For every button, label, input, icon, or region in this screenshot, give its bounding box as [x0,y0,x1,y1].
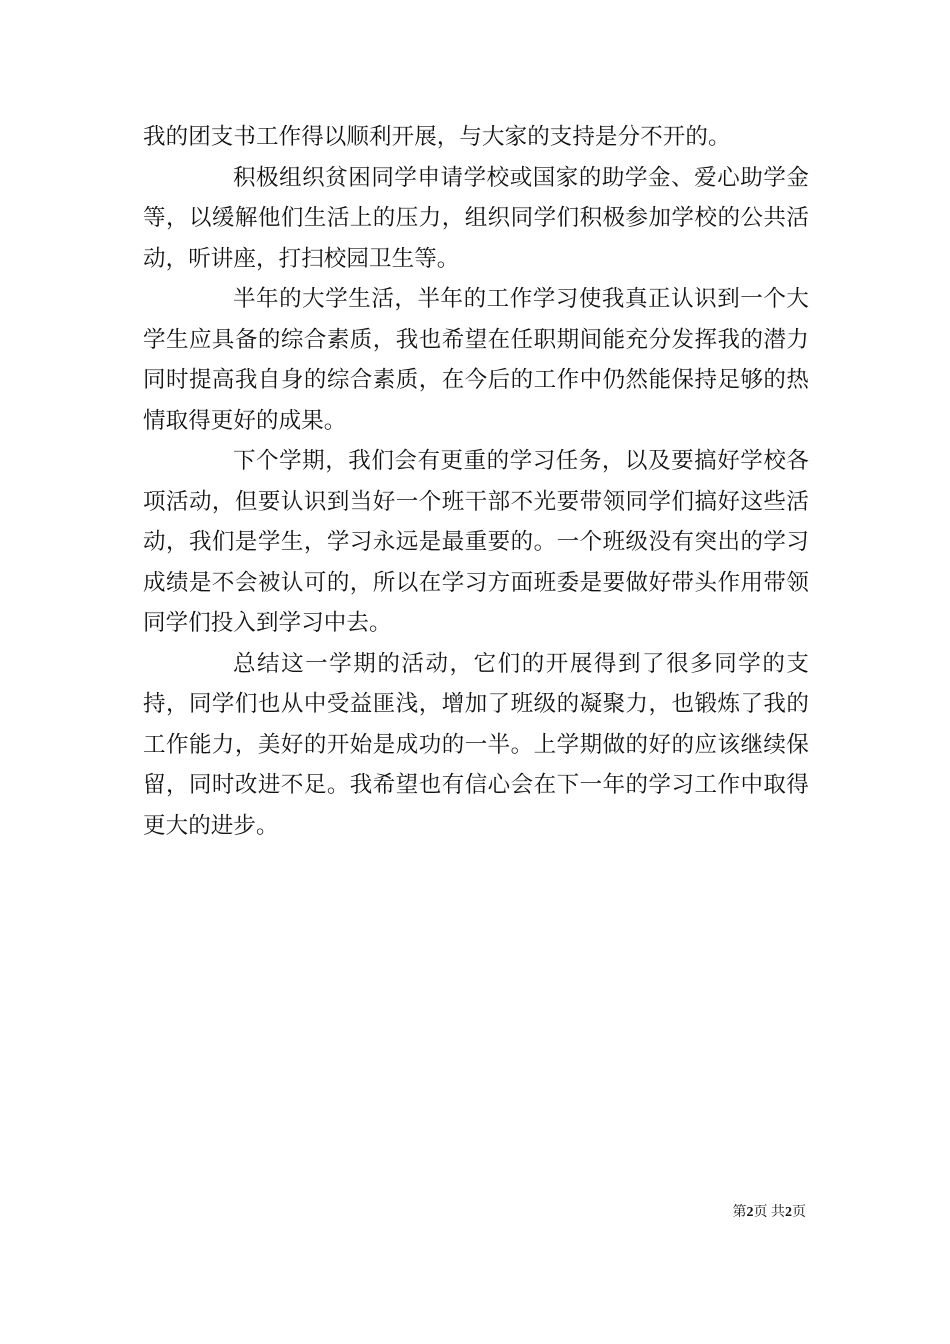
footer-suffix: 页 [792,1205,806,1220]
paragraph-next-semester: 下个学期，我们会有更重的学习任务，以及要搞好学校各项活动，但要认识到当好一个班干部不光要带领同学们搞好这些活动，我们是学生，学习永远是最重要的。一个班级没有突出的学习成绩是不会被认可的，所以在学习方面班委是要做好带头作用带领同学们投入到学习中去。 [143,448,809,636]
paragraph-reflection: 半年的大学生活，半年的工作学习使我真正认识到一个大学生应具备的综合素质，我也希望在任职期间能充分发挥我的潜力同时提高我自身的综合素质，在今后的工作中仍然能保持足够的热情取得更好的成果。 [143,286,809,434]
paragraph-continuation: 我的团支书工作得以顺利开展，与大家的支持是分不开的。 [143,124,731,150]
footer-total-pages: 2 [785,1205,792,1220]
footer-middle: 页 共 [753,1205,785,1220]
document-body [143,117,809,846]
footer-prefix: 第 [732,1205,747,1220]
paragraph-summary: 总结这一学期的活动，它们的开展得到了很多同学的支持，同学们也从中受益匪浅，增加了班级的凝聚力，也锻炼了我的工作能力，美好的开始是成功的一半。上学期做的好的应该继续保留，同时改进不足。我希望也有信心会在下一年的学习工作中取得更大的进步。 [143,650,809,839]
paragraph-scholarship: 积极组织贫困同学申请学校或国家的助学金、爱心助学金等，以缓解他们生活上的压力，组织同学们积极参加学校的公共活动，听讲座，打扫校园卫生等。 [143,164,809,272]
page-footer [0,1203,806,1223]
footer-current-page: 2 [746,1205,754,1220]
